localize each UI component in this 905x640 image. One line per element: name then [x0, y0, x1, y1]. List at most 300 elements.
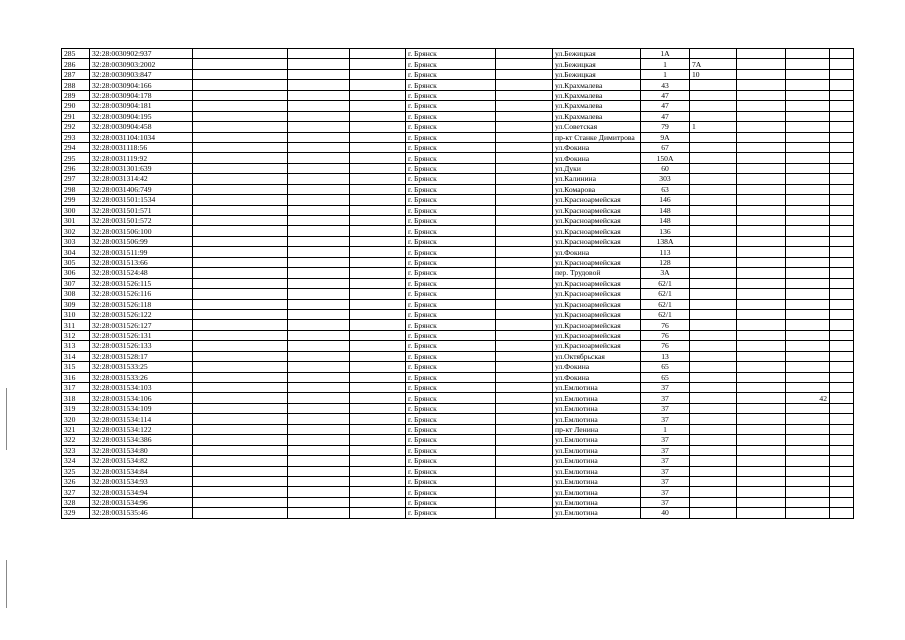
city-cell: г. Брянск — [406, 435, 496, 445]
empty-cell — [830, 153, 854, 163]
house-number-cell: 1А — [641, 49, 690, 59]
empty-cell — [830, 80, 854, 90]
empty-cell — [288, 69, 350, 79]
empty-cell — [737, 497, 786, 507]
empty-cell — [830, 278, 854, 288]
empty-cell — [193, 80, 288, 90]
empty-cell — [496, 299, 553, 309]
city-cell: г. Брянск — [406, 59, 496, 69]
street-cell: ул.Бежицкая — [553, 59, 641, 69]
house-number-cell: 76 — [641, 341, 690, 351]
empty-cell — [193, 205, 288, 215]
street-cell: ул.Красноармейская — [553, 195, 641, 205]
empty-cell — [737, 435, 786, 445]
empty-cell — [350, 236, 406, 246]
street-cell: ул.Красноармейская — [553, 309, 641, 319]
apartment-cell — [786, 424, 830, 434]
table-row — [62, 320, 854, 330]
building-cell — [690, 289, 737, 299]
empty-cell — [193, 268, 288, 278]
empty-cell — [496, 330, 553, 340]
apartment-cell — [786, 456, 830, 466]
empty-cell — [496, 132, 553, 142]
empty-cell — [496, 90, 553, 100]
empty-cell — [737, 257, 786, 267]
row-number-cell: 307 — [62, 278, 90, 288]
house-number-cell: 37 — [641, 476, 690, 486]
apartment-cell — [786, 59, 830, 69]
empty-cell — [830, 299, 854, 309]
empty-cell — [193, 195, 288, 205]
empty-cell — [496, 372, 553, 382]
building-cell: 1 — [690, 122, 737, 132]
building-cell — [690, 111, 737, 121]
row-number-cell: 324 — [62, 456, 90, 466]
building-cell — [690, 49, 737, 59]
empty-cell — [350, 90, 406, 100]
row-number-cell: 328 — [62, 497, 90, 507]
city-cell: г. Брянск — [406, 351, 496, 361]
street-cell: ул.Емлютина — [553, 497, 641, 507]
empty-cell — [830, 132, 854, 142]
table-row — [62, 497, 854, 507]
street-cell: ул.Красноармейская — [553, 205, 641, 215]
street-cell: ул.Емлютина — [553, 393, 641, 403]
row-number-cell: 291 — [62, 111, 90, 121]
empty-cell — [737, 195, 786, 205]
street-cell: ул.Красноармейская — [553, 278, 641, 288]
empty-cell — [288, 341, 350, 351]
city-cell: г. Брянск — [406, 487, 496, 497]
empty-cell — [830, 195, 854, 205]
empty-cell — [737, 142, 786, 152]
house-number-cell: 67 — [641, 142, 690, 152]
empty-cell — [737, 49, 786, 59]
empty-cell — [737, 466, 786, 476]
empty-cell — [193, 341, 288, 351]
empty-cell — [830, 101, 854, 111]
apartment-cell — [786, 299, 830, 309]
table-row — [62, 278, 854, 288]
empty-cell — [496, 456, 553, 466]
empty-cell — [830, 49, 854, 59]
empty-cell — [737, 132, 786, 142]
empty-cell — [496, 424, 553, 434]
city-cell: г. Брянск — [406, 195, 496, 205]
cadastral-number-cell: 32:28:0030904:458 — [90, 122, 193, 132]
empty-cell — [193, 59, 288, 69]
city-cell: г. Брянск — [406, 122, 496, 132]
empty-cell — [737, 330, 786, 340]
empty-cell — [288, 236, 350, 246]
table-row — [62, 216, 854, 226]
city-cell: г. Брянск — [406, 341, 496, 351]
street-cell: ул.Емлютина — [553, 476, 641, 486]
empty-cell — [193, 508, 288, 518]
empty-cell — [193, 257, 288, 267]
apartment-cell — [786, 351, 830, 361]
empty-cell — [350, 414, 406, 424]
apartment-cell — [786, 195, 830, 205]
empty-cell — [496, 341, 553, 351]
row-number-cell: 311 — [62, 320, 90, 330]
building-cell — [690, 341, 737, 351]
street-cell: ул.Советская — [553, 122, 641, 132]
apartment-cell — [786, 226, 830, 236]
building-cell — [690, 268, 737, 278]
empty-cell — [350, 122, 406, 132]
house-number-cell: 303 — [641, 174, 690, 184]
empty-cell — [496, 163, 553, 173]
house-number-cell: 37 — [641, 487, 690, 497]
house-number-cell: 1 — [641, 424, 690, 434]
apartment-cell — [786, 247, 830, 257]
empty-cell — [830, 508, 854, 518]
empty-cell — [496, 80, 553, 90]
empty-cell — [350, 289, 406, 299]
empty-cell — [288, 205, 350, 215]
street-cell: ул.Бежицкая — [553, 69, 641, 79]
cadastral-number-cell: 32:28:0030904:166 — [90, 80, 193, 90]
street-cell: ул.Фокина — [553, 372, 641, 382]
cadastral-number-cell: 32:28:0030904:181 — [90, 101, 193, 111]
empty-cell — [737, 59, 786, 69]
empty-cell — [193, 299, 288, 309]
cadastral-number-cell: 32:28:0030903:2002 — [90, 59, 193, 69]
city-cell: г. Брянск — [406, 445, 496, 455]
empty-cell — [830, 403, 854, 413]
table-row — [62, 205, 854, 215]
empty-cell — [350, 497, 406, 507]
street-cell: ул.Фокина — [553, 247, 641, 257]
house-number-cell: 37 — [641, 383, 690, 393]
city-cell: г. Брянск — [406, 247, 496, 257]
table-row — [62, 163, 854, 173]
empty-cell — [288, 153, 350, 163]
city-cell: г. Брянск — [406, 309, 496, 319]
table-row — [62, 195, 854, 205]
row-number-cell: 308 — [62, 289, 90, 299]
cadastral-number-cell: 32:28:0031533:25 — [90, 362, 193, 372]
empty-cell — [288, 184, 350, 194]
empty-cell — [288, 497, 350, 507]
empty-cell — [830, 216, 854, 226]
apartment-cell — [786, 435, 830, 445]
empty-cell — [350, 476, 406, 486]
cadastral-number-cell: 32:28:0031526:133 — [90, 341, 193, 351]
house-number-cell: 37 — [641, 466, 690, 476]
apartment-cell: 42 — [786, 393, 830, 403]
empty-cell — [737, 163, 786, 173]
street-cell: ул.Бежицкая — [553, 49, 641, 59]
cadastral-number-cell: 32:28:0031511:99 — [90, 247, 193, 257]
empty-cell — [193, 111, 288, 121]
empty-cell — [193, 403, 288, 413]
empty-cell — [193, 49, 288, 59]
city-cell: г. Брянск — [406, 111, 496, 121]
empty-cell — [288, 247, 350, 257]
apartment-cell — [786, 383, 830, 393]
building-cell — [690, 508, 737, 518]
row-number-cell: 318 — [62, 393, 90, 403]
empty-cell — [830, 142, 854, 152]
row-number-cell: 314 — [62, 351, 90, 361]
empty-cell — [737, 403, 786, 413]
empty-cell — [737, 236, 786, 246]
empty-cell — [350, 341, 406, 351]
building-cell — [690, 487, 737, 497]
city-cell: г. Брянск — [406, 236, 496, 246]
house-number-cell: 37 — [641, 403, 690, 413]
table-row — [62, 330, 854, 340]
empty-cell — [830, 414, 854, 424]
cadastral-number-cell: 32:28:0031534:80 — [90, 445, 193, 455]
empty-cell — [193, 247, 288, 257]
building-cell — [690, 362, 737, 372]
city-cell: г. Брянск — [406, 456, 496, 466]
building-cell — [690, 195, 737, 205]
empty-cell — [193, 236, 288, 246]
city-cell: г. Брянск — [406, 49, 496, 59]
empty-cell — [496, 257, 553, 267]
empty-cell — [496, 111, 553, 121]
empty-cell — [737, 90, 786, 100]
empty-cell — [830, 362, 854, 372]
table-row — [62, 341, 854, 351]
house-number-cell: 62/1 — [641, 299, 690, 309]
city-cell: г. Брянск — [406, 257, 496, 267]
city-cell: г. Брянск — [406, 132, 496, 142]
cadastral-number-cell: 32:28:0031534:82 — [90, 456, 193, 466]
street-cell: ул.Емлютина — [553, 403, 641, 413]
empty-cell — [496, 59, 553, 69]
empty-cell — [288, 393, 350, 403]
table-row — [62, 476, 854, 486]
empty-cell — [288, 435, 350, 445]
apartment-cell — [786, 132, 830, 142]
empty-cell — [737, 487, 786, 497]
empty-cell — [737, 278, 786, 288]
house-number-cell: 148 — [641, 216, 690, 226]
street-cell: ул.Емлютина — [553, 383, 641, 393]
apartment-cell — [786, 101, 830, 111]
apartment-cell — [786, 122, 830, 132]
cadastral-number-cell: 32:28:0031534:106 — [90, 393, 193, 403]
empty-cell — [830, 309, 854, 319]
empty-cell — [350, 247, 406, 257]
cadastral-number-cell: 32:28:0031534:122 — [90, 424, 193, 434]
row-number-cell: 326 — [62, 476, 90, 486]
table-row — [62, 59, 854, 69]
row-number-cell: 316 — [62, 372, 90, 382]
empty-cell — [830, 289, 854, 299]
building-cell — [690, 142, 737, 152]
empty-cell — [193, 278, 288, 288]
table-body — [62, 49, 854, 519]
table-row — [62, 80, 854, 90]
empty-cell — [737, 372, 786, 382]
empty-cell — [830, 59, 854, 69]
table-row — [62, 174, 854, 184]
apartment-cell — [786, 309, 830, 319]
empty-cell — [830, 351, 854, 361]
empty-cell — [830, 456, 854, 466]
page-edge-mark — [6, 388, 7, 450]
building-cell — [690, 330, 737, 340]
cadastral-number-cell: 32:28:0031534:94 — [90, 487, 193, 497]
empty-cell — [288, 90, 350, 100]
empty-cell — [737, 268, 786, 278]
empty-cell — [193, 142, 288, 152]
empty-cell — [288, 142, 350, 152]
empty-cell — [350, 393, 406, 403]
empty-cell — [830, 497, 854, 507]
street-cell: ул.Крахмалева — [553, 90, 641, 100]
empty-cell — [350, 184, 406, 194]
empty-cell — [193, 174, 288, 184]
empty-cell — [288, 403, 350, 413]
building-cell — [690, 424, 737, 434]
cadastral-number-cell: 32:28:0030904:195 — [90, 111, 193, 121]
empty-cell — [496, 122, 553, 132]
empty-cell — [350, 80, 406, 90]
empty-cell — [288, 257, 350, 267]
building-cell — [690, 309, 737, 319]
empty-cell — [288, 163, 350, 173]
cadastral-number-cell: 32:28:0031119:92 — [90, 153, 193, 163]
street-cell: ул.Красноармейская — [553, 226, 641, 236]
house-number-cell: 136 — [641, 226, 690, 236]
empty-cell — [288, 330, 350, 340]
empty-cell — [288, 508, 350, 518]
house-number-cell: 65 — [641, 362, 690, 372]
table-row — [62, 414, 854, 424]
empty-cell — [350, 466, 406, 476]
empty-cell — [830, 341, 854, 351]
house-number-cell: 65 — [641, 372, 690, 382]
property-register-table — [61, 48, 854, 519]
building-cell — [690, 403, 737, 413]
table-row — [62, 487, 854, 497]
empty-cell — [350, 330, 406, 340]
building-cell — [690, 445, 737, 455]
empty-cell — [193, 414, 288, 424]
empty-cell — [737, 153, 786, 163]
row-number-cell: 320 — [62, 414, 90, 424]
empty-cell — [350, 111, 406, 121]
house-number-cell: 62/1 — [641, 289, 690, 299]
building-cell — [690, 414, 737, 424]
cadastral-number-cell: 32:28:0031534:114 — [90, 414, 193, 424]
empty-cell — [830, 90, 854, 100]
empty-cell — [193, 289, 288, 299]
table-row — [62, 456, 854, 466]
table-row — [62, 393, 854, 403]
empty-cell — [830, 466, 854, 476]
empty-cell — [830, 372, 854, 382]
empty-cell — [737, 184, 786, 194]
empty-cell — [193, 445, 288, 455]
street-cell: ул.Емлютина — [553, 466, 641, 476]
street-cell: ул.Комарова — [553, 184, 641, 194]
building-cell — [690, 205, 737, 215]
empty-cell — [496, 153, 553, 163]
table-row — [62, 49, 854, 59]
empty-cell — [350, 508, 406, 518]
street-cell: ул.Красноармейская — [553, 330, 641, 340]
apartment-cell — [786, 174, 830, 184]
empty-cell — [350, 174, 406, 184]
empty-cell — [288, 195, 350, 205]
apartment-cell — [786, 49, 830, 59]
table-row — [62, 372, 854, 382]
street-cell: ул.Красноармейская — [553, 289, 641, 299]
apartment-cell — [786, 362, 830, 372]
row-number-cell: 300 — [62, 205, 90, 215]
empty-cell — [737, 226, 786, 236]
row-number-cell: 309 — [62, 299, 90, 309]
empty-cell — [496, 320, 553, 330]
cadastral-number-cell: 32:28:0030904:178 — [90, 90, 193, 100]
empty-cell — [737, 122, 786, 132]
table-row — [62, 142, 854, 152]
street-cell: ул.Красноармейская — [553, 320, 641, 330]
table-row — [62, 257, 854, 267]
row-number-cell: 313 — [62, 341, 90, 351]
empty-cell — [193, 226, 288, 236]
cadastral-number-cell: 32:28:0031534:93 — [90, 476, 193, 486]
empty-cell — [193, 184, 288, 194]
empty-cell — [737, 424, 786, 434]
building-cell — [690, 372, 737, 382]
empty-cell — [193, 122, 288, 132]
empty-cell — [737, 174, 786, 184]
house-number-cell: 40 — [641, 508, 690, 518]
row-number-cell: 323 — [62, 445, 90, 455]
building-cell — [690, 184, 737, 194]
empty-cell — [193, 372, 288, 382]
table-row — [62, 445, 854, 455]
city-cell: г. Брянск — [406, 205, 496, 215]
house-number-cell: 79 — [641, 122, 690, 132]
empty-cell — [496, 476, 553, 486]
cadastral-number-cell: 32:28:0031533:26 — [90, 372, 193, 382]
street-cell: ул.Красноармейская — [553, 341, 641, 351]
cadastral-number-cell: 32:28:0031104:1034 — [90, 132, 193, 142]
city-cell: г. Брянск — [406, 278, 496, 288]
apartment-cell — [786, 330, 830, 340]
apartment-cell — [786, 268, 830, 278]
empty-cell — [496, 205, 553, 215]
house-number-cell: 60 — [641, 163, 690, 173]
empty-cell — [737, 445, 786, 455]
row-number-cell: 285 — [62, 49, 90, 59]
empty-cell — [830, 247, 854, 257]
empty-cell — [350, 205, 406, 215]
row-number-cell: 290 — [62, 101, 90, 111]
empty-cell — [350, 153, 406, 163]
empty-cell — [193, 320, 288, 330]
empty-cell — [288, 372, 350, 382]
empty-cell — [193, 476, 288, 486]
empty-cell — [193, 101, 288, 111]
row-number-cell: 292 — [62, 122, 90, 132]
empty-cell — [830, 205, 854, 215]
empty-cell — [737, 351, 786, 361]
house-number-cell: 43 — [641, 80, 690, 90]
building-cell — [690, 216, 737, 226]
street-cell: ул.Красноармейская — [553, 216, 641, 226]
